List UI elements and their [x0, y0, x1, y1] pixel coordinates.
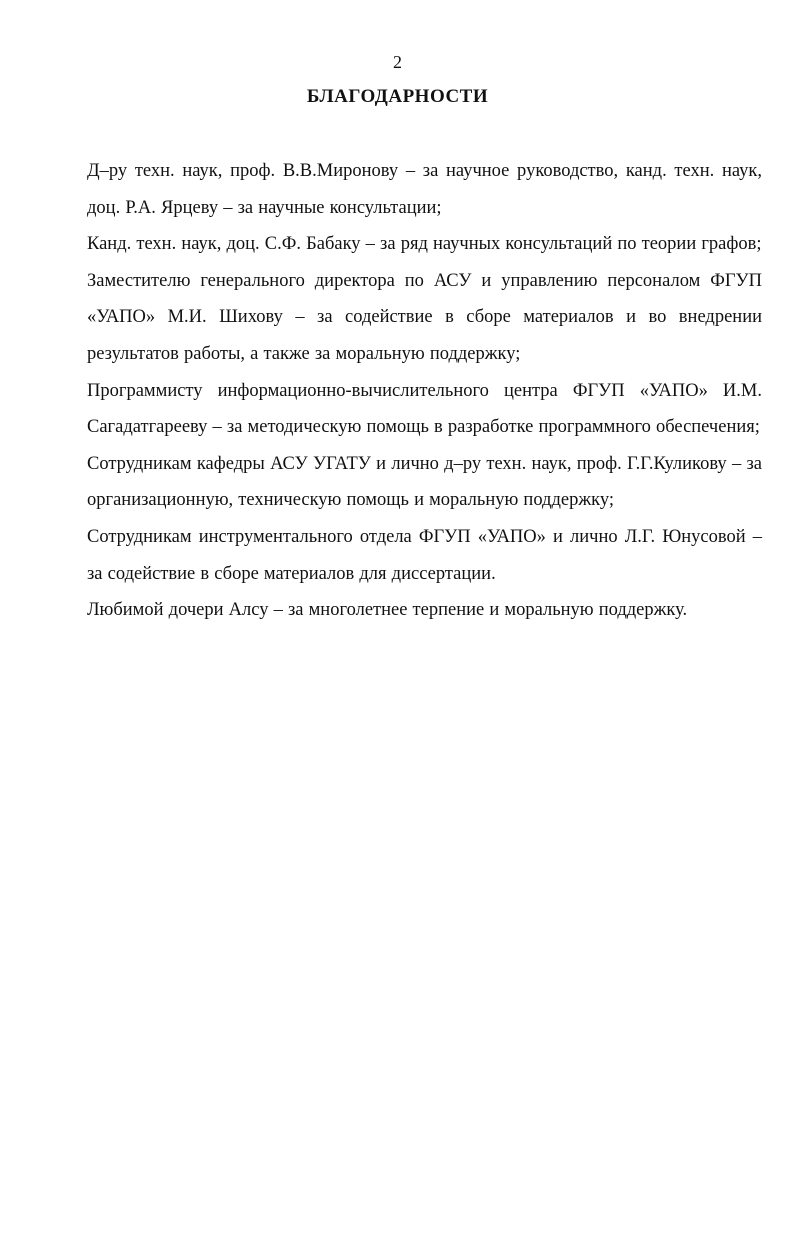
page-number: 2: [393, 52, 402, 72]
acknowledgement-yunusova: Сотрудникам инструментального отдела ФГУП «УАПО» и лично Л.Г. Юнусовой – за содействие в сборе материалов для диссертации.: [87, 526, 762, 584]
page-title: БЛАГОДАРНОСТИ: [306, 86, 489, 107]
acknowledgement-sagadatgareev: Программисту информационно-вычислительного центра ФГУП «УАПО» И.М. Сагадатгарееву – за методическую помощь в разработке программного обеспечения;: [87, 380, 762, 438]
acknowledgement-daughter: Любимой дочери Алсу – за многолетнее терпение и моральную поддержку.: [87, 600, 688, 621]
acknowledgement-asu-department: Сотрудникам кафедры АСУ УГАТУ и лично д–ру техн. наук, проф. Г.Г.Куликову – за организационную, техническую помощь и моральную поддержку;: [87, 453, 762, 511]
acknowledgement-shikhov: Заместителю генерального директора по АСУ и управлению персоналом ФГУП «УАПО» М.И. Шихову – за содействие в сборе материалов и во внедрении результатов работы, а также за моральную поддержку;: [87, 270, 762, 364]
acknowledgement-mironov-yartsev: Д–ру техн. наук, проф. В.В.Миронову – за научное руководство, канд. техн. наук, доц. Р.А. Ярцеву – за научные консультации;: [87, 161, 762, 218]
acknowledgement-babak: Канд. техн. наук, доц. С.Ф. Бабаку – за ряд научных консультаций по теории графов;: [87, 234, 762, 255]
acknowledgements-body: [87, 153, 762, 629]
